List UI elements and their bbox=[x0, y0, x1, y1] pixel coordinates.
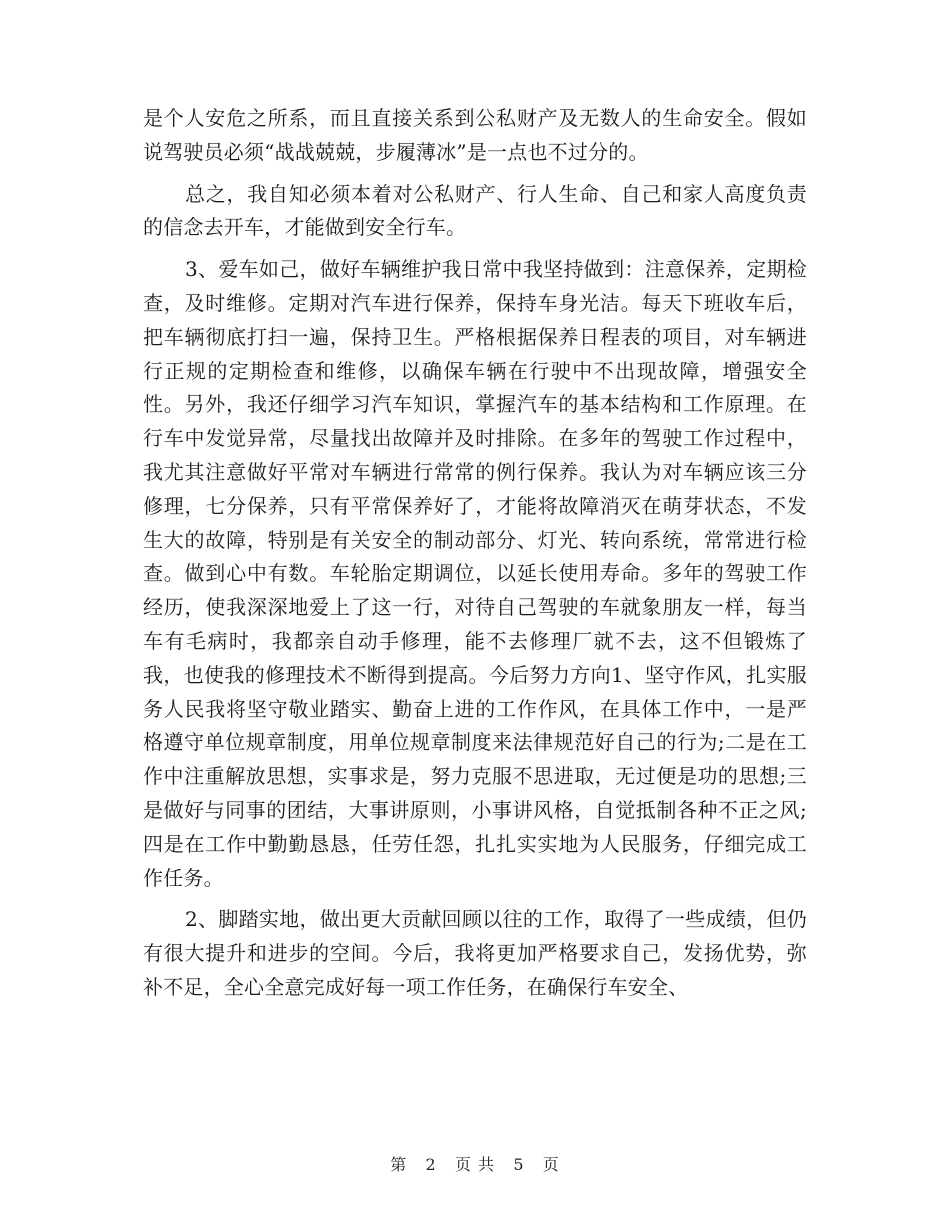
paragraph-1: 是个人安危之所系，而且直接关系到公私财产及无数人的生命安全。假如说驾驶员必须“战战兢兢，步履薄冰”是一点也不过分的。 bbox=[143, 106, 807, 164]
footer-mid: 页 共 bbox=[454, 1155, 496, 1174]
paragraph-3: 3、爱车如己，做好车辆维护我日常中我坚持做到：注意保养，定期检查，及时维修。定期对汽车进行保养，保持车身光洁。每天下班收车后，把车辆彻底打扫一遍，保持卫生。严格根据保养日程表的项目，对车辆进行正规的定期检查和维修，以确保车辆在行驶中不出现故障，增强安全性。另外，我还仔细学习汽车知识，掌握汽车的基本结构和工作原理。在行车中发觉异常，尽量找出故障并及时排除。在多年的驾驶工作过程中，我尤其注意做好平常对车辆进行常常的例行保养。我认为对车辆应该三分修理，七分保养，只有平常保养好了，才能将故障消灭在萌芽状态，不发生大的故障，特别是有关安全的制动部分、灯光、转向系统，常常进行检查。做到心中有数。车轮胎定期调位，以延长使用寿命。多年的驾驶工作经历，使我深深地爱上了这一行，对待自己驾驶的车就象朋友一样，每当车有毛病时，我都亲自动手修理，能不去修理厂就不去，这不但锻炼了我，也使我的修理技术不断得到提高。今后努力方向1、坚守作风，扎实服务人民我将坚守敬业踏实、勤奋上进的工作作风，在具体工作中，一是严格遵守单位规章制度，用单位规章制度来法律规范好自己的行为;二是在工作中注重解放思想，实事求是，努力克服不思进取，无过便是功的思想;三是做好与同事的团结，大事讲原则，小事讲风格，自觉抵制各种不正之风;四是在工作中勤勤恳恳，任劳任怨，扎扎实实地为人民服务，仔细完成工作任务。 bbox=[143, 257, 807, 890]
footer-suffix: 页 bbox=[542, 1155, 560, 1174]
footer-total-pages: 5 bbox=[513, 1155, 525, 1174]
paragraph-4: 2、脚踏实地，做出更大贡献回顾以往的工作，取得了一些成绩，但仍有很大提升和进步的空间。今后，我将更加严格要求自己，发扬优势，弥补不足，全心全意完成好每一项工作任务，在确保行车安全、 bbox=[143, 907, 807, 999]
footer-page-number: 2 bbox=[425, 1155, 437, 1174]
footer-prefix: 第 bbox=[390, 1155, 408, 1174]
document-body bbox=[143, 102, 807, 1005]
page-footer bbox=[0, 1154, 950, 1176]
paragraph-2: 总之，我自知必须本着对公私财产、行人生命、自己和家人高度负责的信念去开车，才能做到安全行车。 bbox=[143, 181, 807, 240]
